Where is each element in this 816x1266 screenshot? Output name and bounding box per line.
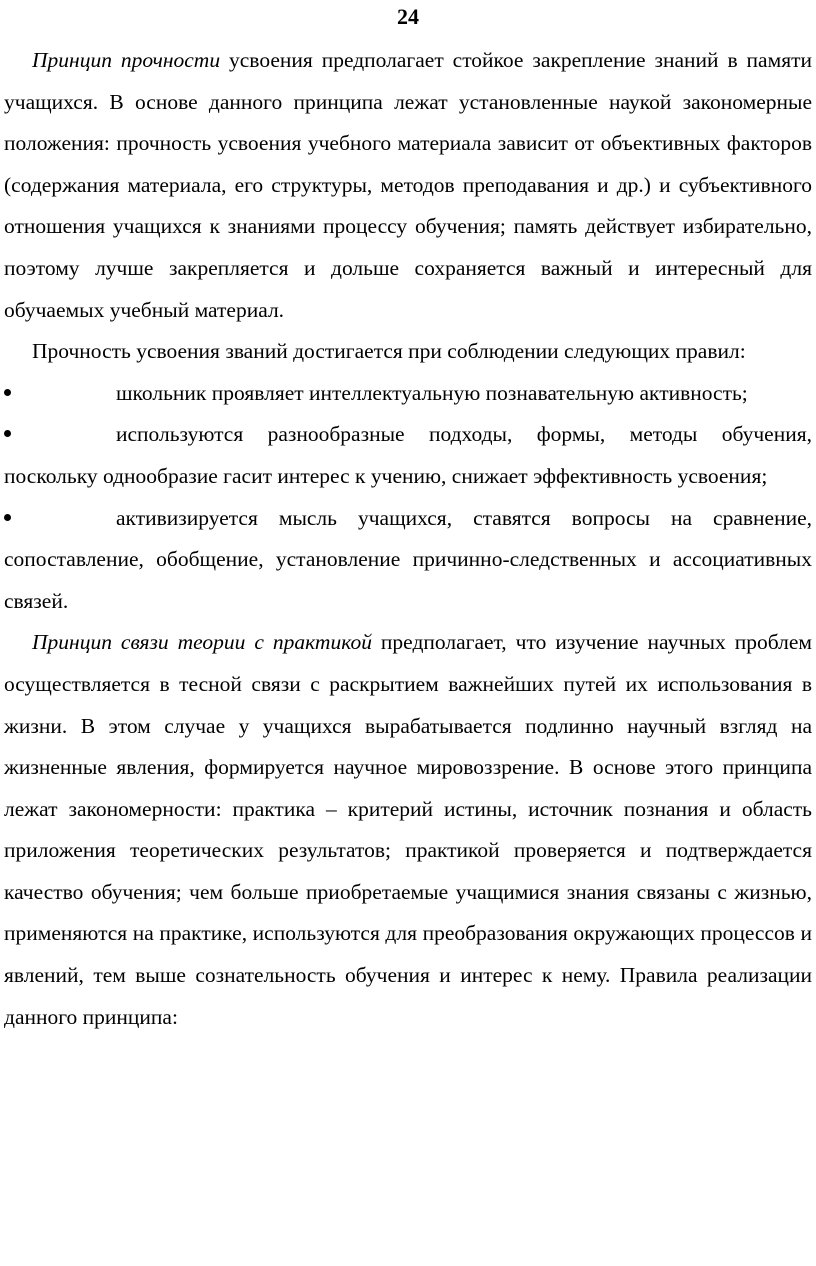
bullet-icon [4,514,11,521]
paragraph-rules-intro: Прочность усвоения званий достигается при соблюдении следующих правил: [32,339,746,364]
list-item [4,414,812,497]
list-item-text: активизируется мысль учащихся, ставятся вопросы на сравнение, сопоставление, обобщение, установление причинно-следственных и ассоциативных связей. [4,505,812,613]
paragraph-strength-principle [4,40,812,331]
bullet-icon [4,389,11,396]
term-strength-principle: Принцип прочности [32,48,221,72]
term-theory-practice-principle: Принцип связи теории с практикой [32,630,372,655]
list-item-text: школьник проявляет интеллектуальную познавательную активность; [116,380,748,405]
paragraph-theory-practice-principle [4,622,812,1038]
list-item [4,373,812,415]
list-item [4,498,812,623]
page-number: 24 [397,4,419,29]
page-content [4,40,812,1038]
paragraph-text: предполагает, что изучение научных проблем осуществляется в тесной связи с раскрытием важнейших путей их использования в жизни. В этом случае у учащихся вырабатывается подлинно научный взгляд на жизненные явления, формируется научное мировоззрение. В основе этого принципа лежат закономерности: практика – критерий истины, источник познания и область приложения теоретических результатов; практикой проверяется и подтверждается качество обучения; чем больше приобретаемые учащимися знания связаны с жизнью, применяются на практике, используются для преобразования окружающих процессов и явлений, тем выше сознательность обучения и интерес к нему. Правила реализации данного принципа: [4,630,812,1029]
bullet-icon [4,430,11,437]
list-item-text: используются разнообразные подходы, формы, методы обучения, поскольку однообразие гасит интерес к учению, снижает эффективность усвоения; [4,422,812,488]
paragraph-text: усвоения предполагает стойкое закрепление знаний в памяти учащихся. В основе данного принципа лежат установленные наукой закономерные положения: прочность усвоения учебного материала зависит от объективных факторов (содержания материала, его структуры, методов преподавания и др.) и субъективного отношения учащихся к знаниями процессу обучения; память действует избирательно, поэтому лучше закрепляется и дольше сохраняется важный и интересный для обучаемых учебный материал. [4,48,812,322]
